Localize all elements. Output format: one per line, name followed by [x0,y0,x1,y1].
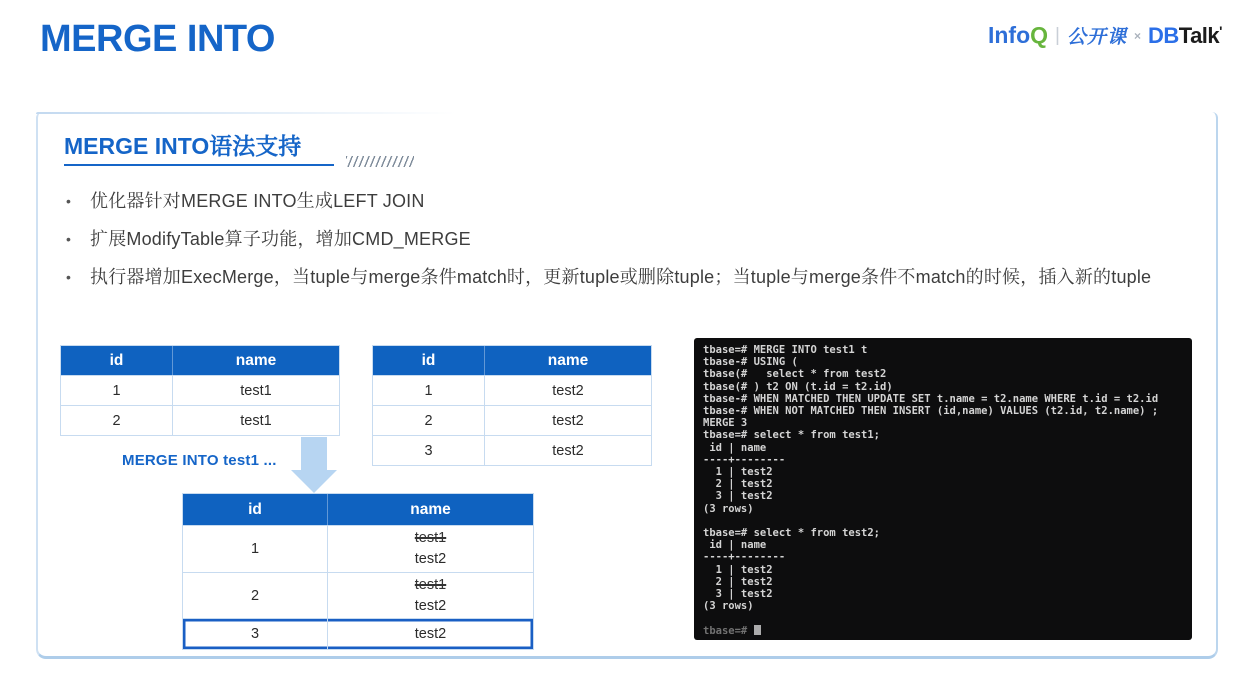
column-header-id: id [248,500,262,518]
terminal-line: 1 | test2 [703,563,773,576]
old-value-strikethrough: test1 [414,576,447,593]
terminal-prompt: tbase=# [703,624,754,637]
terminal-line: 2 | test2 [703,478,773,491]
bullet-item: • 执行器增加ExecMerge，当tuple与merge条件match时，更新tuple或删除tuple；当tuple与merge条件不match的时候，插入新的tuple [64,258,1172,296]
gongkaike-logo: 公开课 [1066,27,1127,48]
column-header-id: id [421,351,436,369]
terminal-line: ----+-------- [703,453,786,466]
cell-id: 2 [424,412,433,429]
terminal-prompt-line [703,625,1183,637]
table-row [373,405,651,435]
new-value: test2 [414,551,447,567]
table-test1 [60,345,340,436]
heading-underline [64,164,334,166]
table-row [373,435,651,465]
cell-id: 3 [424,442,433,459]
dbtalk-logo [1148,23,1222,49]
cell-id: 3 [250,626,260,642]
terminal-line: tbase(# select * from test2 [703,368,887,381]
table-row [183,572,533,618]
cell-id: 2 [112,412,121,429]
logo-bar [988,22,1222,49]
section-heading: MERGE INTO语法支持 [64,133,302,159]
cell-name: test2 [484,406,651,435]
terminal-line: (3 rows) [703,502,754,515]
times-icon: × [1133,28,1141,43]
terminal-screenshot [694,338,1192,640]
dbtalk-logo-mark: ' [1219,22,1222,39]
panel-top-border [36,112,456,114]
terminal-line [703,515,1183,527]
table-header-row [61,346,339,375]
old-value-strikethrough: test1 [414,530,447,547]
cell-id: 2 [250,587,260,604]
table-row [61,375,339,405]
terminal-line: 2 | test2 [703,575,773,588]
terminal-line: 3 | test2 [703,588,773,601]
table-header-row [183,494,533,525]
terminal-line: ----+-------- [703,551,786,564]
terminal-line: tbase-# WHEN NOT MATCHED THEN INSERT (id,name) VALUES (t2.id, t2.name) ; [703,405,1159,418]
terminal-line: tbase=# select * from test2; [703,527,881,540]
bullet-item: • 扩展ModifyTable算子功能，增加CMD_MERGE [64,220,1172,258]
column-header-name: name [327,494,533,525]
hatch-decoration [346,156,414,167]
cell-name-updated [407,528,454,569]
cell-name: test1 [172,406,339,435]
cell-name: test2 [484,376,651,405]
cell-name-updated [407,575,454,616]
cell-id: 1 [112,382,121,399]
logo-separator: | [1055,24,1060,46]
terminal-line: tbase=# select * from test1; [703,429,881,442]
merge-arrow-icon [291,437,337,493]
arrow-head [291,470,337,493]
bullet-list [64,182,1172,296]
terminal-line: tbase-# USING ( [703,356,798,369]
arrow-shaft [301,437,327,470]
terminal-line: tbase-# WHEN MATCHED THEN UPDATE SET t.name = t2.name WHERE t.id = t2.id [703,392,1159,405]
column-header-name: name [484,346,651,375]
cell-name: test2 [484,436,651,465]
cell-name: test2 [327,619,533,649]
terminal-line [703,612,1183,624]
terminal-line: 3 | test2 [703,490,773,503]
cell-id: 1 [250,541,260,557]
cell-name: test1 [172,376,339,405]
terminal-line: id | name [703,441,767,454]
cell-id: 1 [424,382,433,399]
table-row [183,525,533,572]
terminal-line: (3 rows) [703,600,754,613]
bullet-item: • 优化器针对MERGE INTO生成LEFT JOIN [64,182,1172,220]
table-row [373,375,651,405]
terminal-line: 1 | test2 [703,466,773,479]
new-value: test2 [414,597,447,614]
infoq-logo [988,22,1048,49]
infoq-logo-info: Info [987,22,1031,48]
terminal-line: tbase(# ) t2 ON (t.id = t2.id) [703,380,893,393]
terminal-line: MERGE 3 [703,417,748,430]
dbtalk-logo-talk: Talk [1178,22,1220,48]
column-header-name: name [172,346,339,375]
dbtalk-logo-db: DB [1147,22,1179,48]
table-row-inserted [183,618,533,649]
table-merge-result [182,493,534,650]
terminal-line: tbase=# MERGE INTO test1 t [703,344,868,356]
page-title: MERGE INTO [40,18,275,60]
terminal-cursor [754,625,761,635]
merge-statement-label: MERGE INTO test1 ... [122,452,277,469]
table-row [61,405,339,435]
infoq-logo-q: Q [1030,22,1049,48]
table-test2 [372,345,652,466]
table-header-row [373,346,651,375]
terminal-line: id | name [703,539,767,552]
column-header-id: id [109,351,124,369]
